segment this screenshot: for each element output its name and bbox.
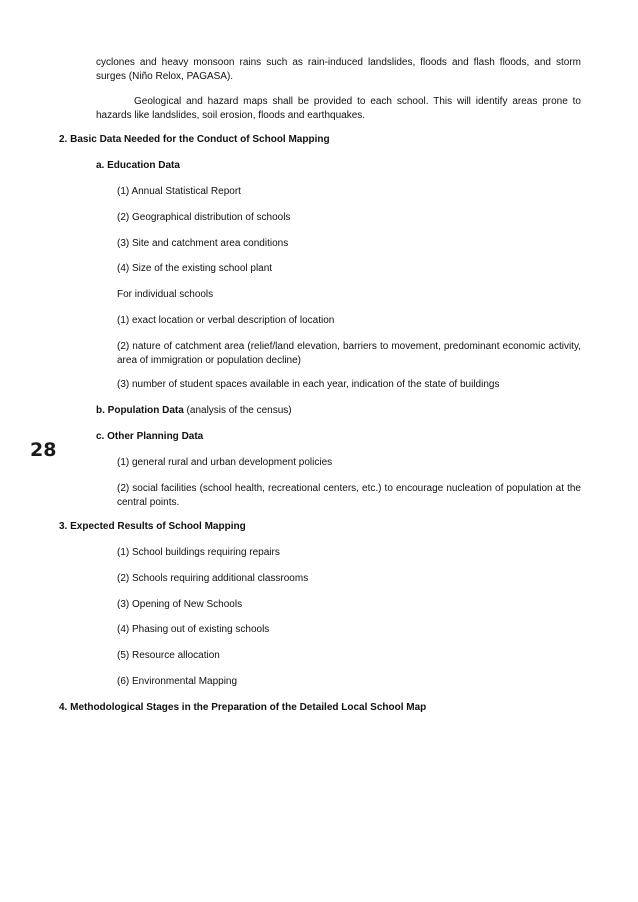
list-item: (3) Opening of New Schools [117, 599, 243, 610]
list-item: (1) exact location or verbal description of location [117, 315, 335, 326]
section-2-heading: 2. Basic Data Needed for the Conduct of School Mapping [59, 134, 330, 145]
individual-schools-label: For individual schools [117, 289, 214, 300]
list-item: (2) Schools requiring additional classrooms [117, 573, 309, 584]
list-item: (4) Size of the existing school plant [117, 263, 273, 274]
education-data-heading: a. Education Data [96, 160, 180, 171]
section-3-heading: 3. Expected Results of School Mapping [59, 521, 246, 532]
population-data-label: b. Population Data [96, 405, 184, 416]
list-item: (1) School buildings requiring repairs [117, 547, 280, 558]
section-4-heading: 4. Methodological Stages in the Preparation of the Detailed Local School Map [59, 702, 427, 713]
list-item: (1) Annual Statistical Report [117, 186, 241, 197]
list-item: (2) social facilities (school health, recreational centers, etc.) to encourage nucleation of population at the central points. [117, 483, 581, 508]
list-item: (3) number of student spaces available in each year, indication of the state of buildings [117, 379, 500, 390]
list-item: (6) Environmental Mapping [117, 676, 238, 687]
paragraph-hazard-maps: Geological and hazard maps shall be provided to each school. This will identify areas prone to hazards like landslides, soil erosion, floods and earthquakes. [96, 96, 581, 121]
paragraph-cyclones: cyclones and heavy monsoon rains such as rain-induced landslides, floods and flash floods, and storm surges (Niño Relox, PAGASA). [96, 57, 581, 82]
other-planning-data-heading: c. Other Planning Data [96, 431, 204, 442]
population-data-note: (analysis of the census) [183, 405, 292, 416]
population-data-heading [96, 404, 292, 418]
page-number: 28 [30, 439, 57, 461]
list-item: (3) Site and catchment area conditions [117, 238, 289, 249]
list-item: (4) Phasing out of existing schools [117, 624, 270, 635]
list-item: (5) Resource allocation [117, 650, 220, 661]
list-item: (2) nature of catchment area (relief/land elevation, barriers to movement, predominant economic activity, area of immigration or population decline) [117, 341, 581, 366]
list-item: (2) Geographical distribution of schools [117, 212, 291, 223]
list-item: (1) general rural and urban development policies [117, 457, 333, 468]
